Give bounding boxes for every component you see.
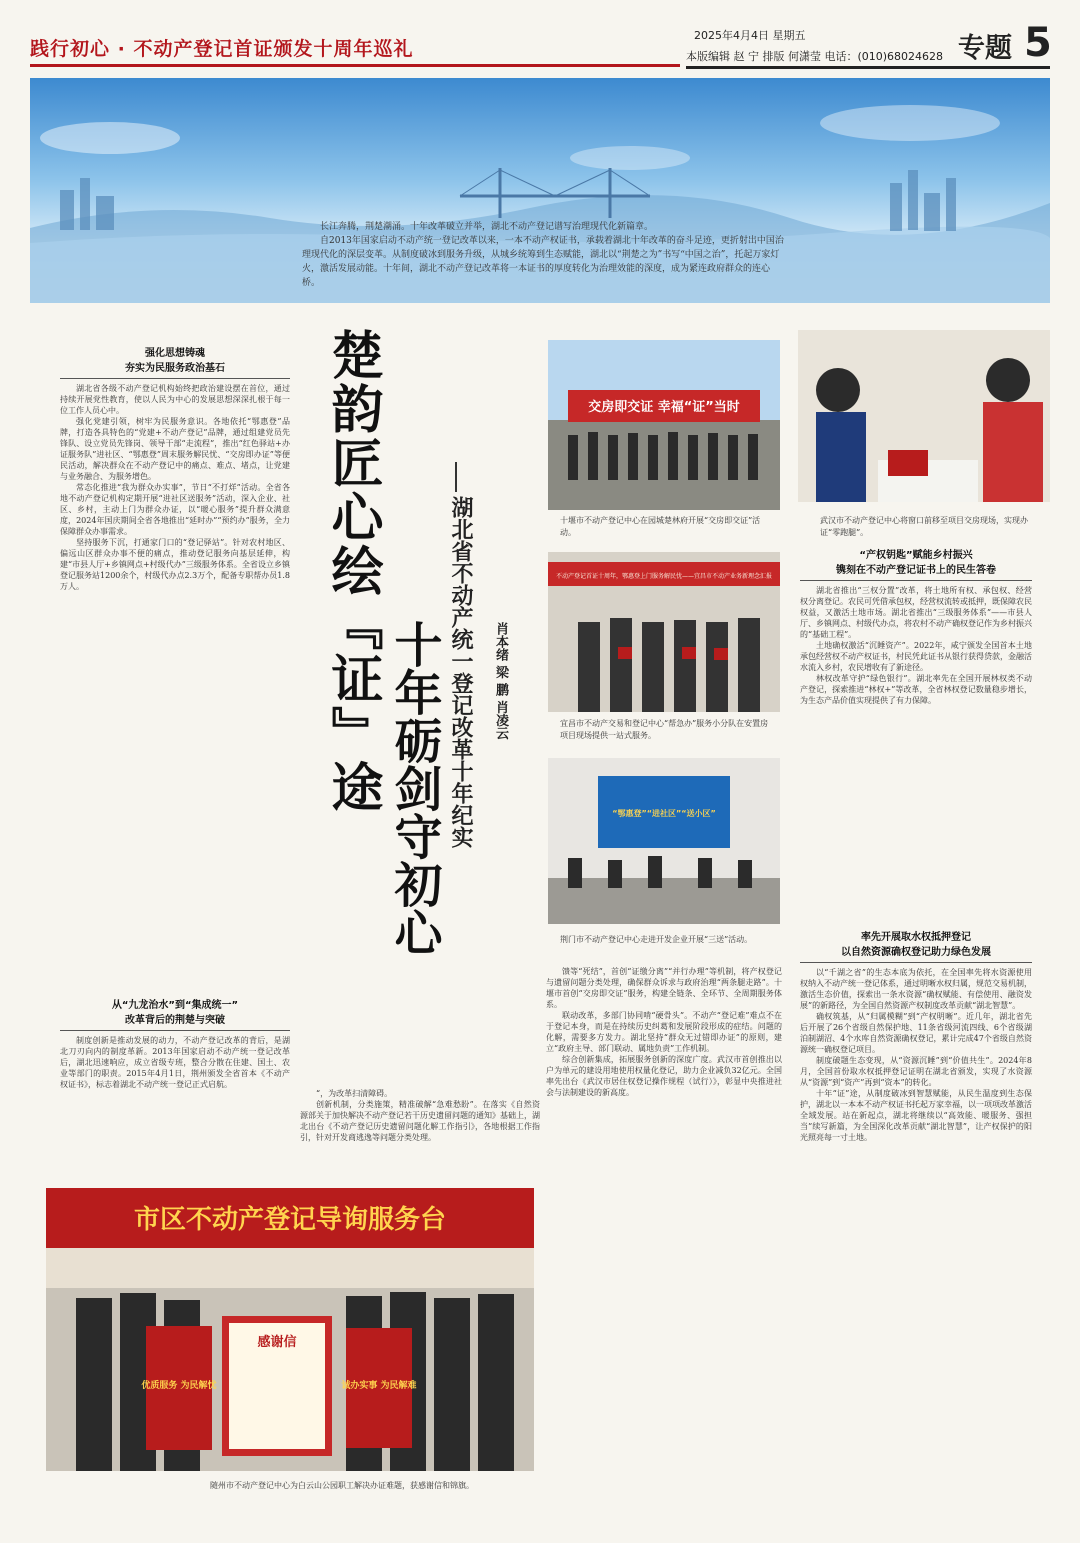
issue-date: 2025年4月4日 星期五 <box>694 29 806 42</box>
photo-suizhou-banners <box>46 1188 534 1471</box>
body-paragraph: 馈等“死结”，首创“证缴分离”“并行办理”等机制，将产权登记与遗留问题分类处理，确保群众诉求与政府治理“两条腿走路”。十堰市首创“交房即交证”服务，构建全链条、全环节、全周期服务体系。 <box>546 967 782 1009</box>
photo-caption: 随州市不动产登记中心为白云山公园职工解决办证难题，获感谢信和锦旗。 <box>210 1481 474 1490</box>
masthead-underline <box>686 66 1050 69</box>
meeting-banner-text: 不动产登记首证十周年，鄂惠登上门服务解民忧——宜昌市不动产业务新理念汇报 <box>555 573 773 580</box>
body-paragraph: “，为改革扫清障碍。 <box>316 1089 393 1098</box>
event-banner-text: 交房即交证 幸福“证”当时 <box>588 400 740 415</box>
body-paragraph: 十年“证”途，从制度破冰到智慧赋能，从民生温度到生态保护，湖北以一本本不动产权证书托起万家幸福，以一项项改革激活全域发展。站在新起点，湖北将继续以“高效能、暖服务、强担当”续写新篇，为全国深化改革贡献“湖北智慧”，让产权保护的阳光照亮每一寸土地。 <box>800 1089 1032 1142</box>
body-paragraph: 联动改革，多部门协同啃“硬骨头”。不动产“登记难”难点不在于登记本身，而是在持续历史纠葛和发展阶段形成的症结。问题的化解，需要多方发力。湖北坚持“群众无过错即办证”的原则，建立“政府主导、部门联动、属地负责”工作机制。 <box>546 1011 782 1053</box>
section-subtitle: 改革背后的荆楚与突破 <box>60 1013 290 1031</box>
photo-shiyan-event <box>548 340 780 510</box>
photo-caption: 荆门市不动产登记中心走进开发企业开展“三送”活动。 <box>560 935 753 944</box>
byline: 肖本绪 梁 鹏 肖凌云 <box>493 622 508 740</box>
body-paragraph: 强化党建引领，树牢为民服务意识。各地依托“鄂惠登”品牌，打造各具特色的“党建+不动产登记”品牌，通过组建党员先锋队、设立党员先锋岗、领导干部“走流程”，推出“红色驿站+办证服务队”进社区、“鄂惠登”周末服务解民忧、“交房即办证”等便民活动，解决群众在不动产登记中的痛点、难点、堵点，让党建与业务融合、为服务增色。 <box>60 417 290 481</box>
body-paragraph: 制度破题生态变现，从“资源沉睡”到“价值共生”。2024年8月，全国首份取水权抵押登记证明在湖北省颁发，实现了水资源从“资源”到“资产”再到“资本”的转化。 <box>800 1056 1032 1087</box>
photo-yichang-team <box>548 552 780 712</box>
masthead-rule <box>30 64 680 67</box>
section-title: 强化思想铸魂 <box>145 348 205 359</box>
body-paragraph: 坚持服务下沉，打通家门口的“登记驿站”。针对农村地区、偏远山区群众办事不便的痛点，推动登记服务向基层延伸，构建“市县人厅+乡镇网点+村级代办”三级服务体系。全省设立乡镇登记服务站1200余个，村级代办点2.3万个，配备专职帮办员1.8万人。 <box>60 538 290 591</box>
body-paragraph: 综合创新集成，拓展服务创新的深度广度。武汉市首创推出以户为单元的建设用地使用权量化登记，助力企业减负32亿元。全国率先出台《武汉市居住权登记操作规程（试行）》，彰显中央推进社会与法制建设的新高度。 <box>546 1055 782 1097</box>
page-number: 5 <box>1024 20 1052 66</box>
body-paragraph: 土地确权激活“沉睡资产”。2022年，咸宁颁发全国首本土地承包经营权不动产权证书，村民凭此证书从银行获得贷款，金融活水流入乡村，农民增收有了新途径。 <box>800 641 1032 672</box>
photo-wuhan-window <box>798 330 1050 502</box>
photo-caption: 十堰市不动产登记中心在园城楚林府开展“交房即交证”活动。 <box>560 516 761 537</box>
service-desk-sign: 市区不动产登记导询服务台 <box>133 1205 447 1235</box>
section-2-continued <box>300 1088 540 1168</box>
flag-text: 诚办实事 为民解难 <box>341 1381 417 1391</box>
masthead-title: 践行初心 · 不动产登记首证颁发十周年巡礼 <box>30 38 414 60</box>
screen-text: “鄂惠登”“进社区”“送小区” <box>612 809 716 818</box>
section-4 <box>800 930 1032 1505</box>
body-paragraph: 林权改革守护“绿色银行”。湖北率先在全国开展林权类不动产登记，探索推进“林权+”等改革，全省林权登记数量稳步增长，为生态产品价值实现提供了有力保障。 <box>800 674 1032 705</box>
intro-paragraph: 自2013年国家启动不动产统一登记改革以来，一本不动产权证书，承载着湖北十年改革的奋斗足迹，更折射出中国治理现代化的深层变革。从制度破冰到服务升级，从城乡统筹到生态赋能，湖北以“荆楚之为”书写“中国之治”，托起万家灯火，激活发展动能。十年间，湖北不动产登记改革将一本证书的厚度转化为治理效能的深度，成为紧连政府群众的连心桥。 <box>302 236 784 288</box>
main-headline: 楚韵匠心绘『证』途 <box>322 328 382 814</box>
masthead-info <box>686 20 1052 70</box>
section-title: “产权钥匙”赋能乡村振兴 <box>859 550 973 561</box>
body-paragraph: 湖北省推出“三权分置”改革，将土地所有权、承包权、经营权分离登记。农民可凭借承包权，经营权流转或抵押，既保障农民权益，又激活土地市场。湖北省推出“三级服务体系”——市县人厅、乡镇网点、村级代办点，将农村不动产确权登记作为乡村振兴的“基础工程”。 <box>800 586 1032 639</box>
section-subtitle: 夯实为民服务政治基石 <box>60 361 290 379</box>
photo-caption: 宜昌市不动产交易和登记中心“帮急办”服务小分队在安置房项目现场提供一站式服务。 <box>560 719 769 740</box>
flag-text: 优质服务 为民解忧 <box>141 1381 217 1391</box>
section-3 <box>800 548 1032 918</box>
photo-jingmen-service <box>548 758 780 924</box>
body-paragraph: 常态化推进“我为群众办实事”，节日“不打烊”活动。全省各地不动产登记机构定期开展“进社区送服务”活动，深入企业、社区、乡村，主动上门为群众办证，以“暖心服务”提升群众满意度，2024年国庆期间全省各地推出“延时办”“预约办”服务，全力保障群众办事需求。 <box>60 483 290 536</box>
body-paragraph: 确权筑基，从“归属模糊”到“产权明晰”。近几年，湖北省先后开展了26个省级自然保护地、11条省级河流四线、6个省级湖泊制湖沼、4个水库自然资源确权登记，累计完成47个省级自然资源统一确权登记项目。 <box>800 1012 1032 1054</box>
body-paragraph: 湖北省各级不动产登记机构始终把政治建设摆在首位，通过持续开展党性教育，使以人民为中心的发展思想深深扎根于每一位工作人员心中。 <box>60 384 290 415</box>
subhead-dash <box>455 462 457 492</box>
body-paragraph: 以“千湖之省”的生态本底为依托，在全国率先将水资源使用权纳入不动产统一登记体系，通过明晰水权归属，规范交易机制，激活生态价值，探索出一条水资源“确权赋能、有偿使用、融资发展”的新路径，为全国自然资源产权制度改革贡献“湖北智慧”。 <box>800 968 1032 1010</box>
photo-caption: 武汉市不动产登记中心将窗口前移至项目交房现场，实现办证“零跑腿”。 <box>820 516 1028 537</box>
editor-credits: 本版编辑 赵 宁 排版 何潇莹 电话：(010)68024628 <box>686 50 944 63</box>
body-paragraph: 创新机制，分类施策，精准破解“急难愁盼”。在落实《自然资源部关于加快解决不动产登记若干历史遗留问题的通知》基础上，湖北出台《不动产登记历史遗留问题化解工作指引》，各地根据工作指引，针对开发商逃逸等问题分类处理。 <box>300 1100 540 1142</box>
section-2 <box>60 998 290 1128</box>
section-1 <box>60 346 290 596</box>
section-subtitle: 镌刻在不动产登记证书上的民生答卷 <box>800 563 1032 581</box>
section-subtitle: 以自然资源确权登记助力绿色发展 <box>800 945 1032 963</box>
article-intro <box>302 220 786 290</box>
section-topic: 专题 <box>958 33 1012 64</box>
thank-you-letter-title: 感谢信 <box>257 1335 297 1350</box>
main-headline-second: 十年砺剑守初心 <box>386 620 442 956</box>
middle-column <box>546 966 782 1500</box>
subheadline: 湖北省不动产统一登记改革十年纪实 <box>448 496 473 848</box>
section-title: 率先开展取水权抵押登记 <box>861 932 971 943</box>
body-paragraph: 制度创新是推动发展的动力，不动产登记改革的背后，是湖北刀刃向内的制度革新。2013年国家启动不动产统一登记改革后，湖北迅速响应，成立省级专班，整合分散在住建、国土、农业等部门的职责。2015年4月1日，荆州颁发全省首本《不动产权证书》，标志着湖北不动产统一登记正式启航。 <box>60 1036 290 1089</box>
section-title: 从“九龙治水”到“集成统一” <box>111 1000 239 1011</box>
intro-paragraph: 长江奔腾，荆楚潮涌。十年改革破立并举，湖北不动产登记谱写治理现代化新篇章。 <box>320 222 654 232</box>
